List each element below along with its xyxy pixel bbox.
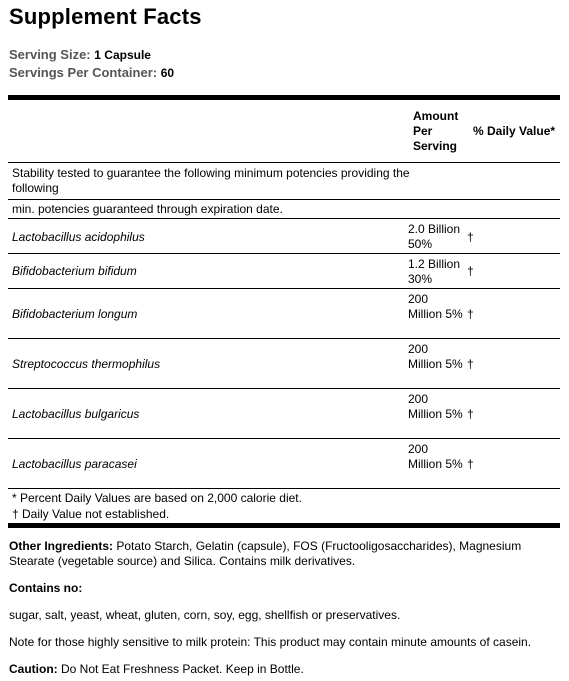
amount-per-serving-header	[413, 109, 473, 154]
amount-line: 50%	[408, 237, 433, 251]
servings-per-container	[9, 65, 174, 80]
ingredient-name: Lactobacillus paracasei	[12, 457, 137, 471]
amount-line: 200	[408, 342, 429, 356]
serving-size-label: Serving Size:	[9, 47, 91, 62]
divider	[8, 438, 560, 439]
divider	[8, 488, 560, 489]
daily-value-dagger: †	[467, 407, 474, 421]
footnote-percent-dv: * Percent Daily Values are based on 2,000 calorie diet.	[12, 491, 302, 505]
divider	[8, 253, 560, 254]
daily-value-dagger: †	[467, 457, 474, 471]
contains-no-list: sugar, salt, yeast, wheat, gluten, corn, soy, egg, shellfish or preservatives.	[9, 608, 401, 622]
serving-size-value: 1 Capsule	[94, 48, 151, 62]
daily-value-dagger: †	[467, 264, 474, 278]
divider	[8, 388, 560, 389]
servings-per-container-label: Servings Per Container:	[9, 65, 158, 80]
amount-line: 200	[408, 442, 429, 456]
contains-no-heading: Contains no:	[9, 581, 83, 595]
ingredient-amount	[408, 442, 468, 472]
caution-label: Caution:	[9, 662, 58, 676]
panel-title: Supplement Facts	[9, 4, 202, 29]
ingredient-name: Streptococcus thermophilus	[12, 357, 161, 371]
other-ingredients-label: Other Ingredients:	[9, 539, 114, 553]
amount-line: 30%	[408, 272, 433, 286]
ingredient-name: Lactobacillus bulgaricus	[12, 407, 140, 421]
amount-line: Million 5%	[408, 307, 463, 321]
caution-text: Do Not Eat Freshness Packet. Keep in Bottle.	[57, 662, 304, 676]
daily-value-dagger: †	[467, 307, 474, 321]
amount-line: 200	[408, 392, 429, 406]
caution-note	[9, 662, 554, 677]
amount-header-line: Serving	[413, 139, 458, 153]
ingredient-amount	[408, 222, 468, 252]
servings-per-container-value: 60	[160, 66, 175, 80]
ingredient-name: Lactobacillus acidophilus	[12, 230, 145, 244]
divider	[8, 218, 560, 219]
amount-line: Million 5%	[408, 407, 463, 421]
thick-divider	[8, 95, 560, 100]
divider	[8, 338, 560, 339]
thick-divider	[8, 523, 560, 528]
ingredient-amount	[408, 292, 468, 322]
milk-protein-note: Note for those highly sensitive to milk protein: This product may contain minute amounts of casein.	[9, 635, 532, 649]
serving-size	[9, 47, 151, 62]
other-ingredients	[9, 539, 554, 569]
amount-header-line: Per	[413, 124, 433, 138]
stability-note-continued: min. potencies guaranteed through expiration date.	[12, 202, 283, 216]
amount-line: 2.0 Billion	[408, 222, 461, 236]
ingredient-name: Bifidobacterium longum	[12, 307, 138, 321]
ingredient-amount	[408, 342, 468, 372]
amount-line: Million 5%	[408, 357, 463, 371]
daily-value-dagger: †	[467, 230, 474, 244]
daily-value-header: % Daily Value*	[473, 124, 556, 138]
ingredient-amount	[408, 392, 468, 422]
ingredient-amount	[408, 257, 468, 287]
divider	[8, 199, 560, 200]
divider	[8, 162, 560, 163]
contains-no-label	[9, 581, 554, 596]
stability-note: Stability tested to guarantee the following minimum potencies providing the following	[12, 166, 410, 195]
amount-line: 200	[408, 292, 429, 306]
divider	[8, 288, 560, 289]
amount-line: 1.2 Billion	[408, 257, 461, 271]
other-ingredients-text: Potato Starch, Gelatin (capsule), FOS (Fructooligosaccharides), Magnesium Stearate (vegetable source) and Silica. Contains milk derivatives.	[9, 539, 522, 568]
amount-header-line: Amount	[413, 109, 459, 123]
footnote-dv-not-established: † Daily Value not established.	[12, 507, 170, 521]
ingredient-name: Bifidobacterium bifidum	[12, 264, 137, 278]
daily-value-dagger: †	[467, 357, 474, 371]
amount-line: Million 5%	[408, 457, 463, 471]
